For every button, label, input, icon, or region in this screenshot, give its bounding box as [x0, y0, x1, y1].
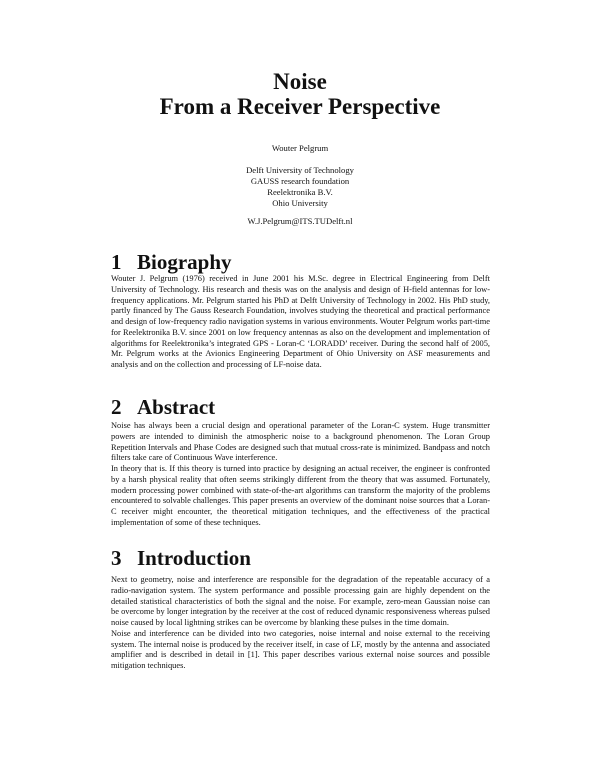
- paper-title-line-1: Noise: [273, 69, 327, 94]
- section-title: Abstract: [137, 395, 216, 419]
- paragraph: In theory that is. If this theory is turned into practice by designing an actual receiver, the engineer is confronted by a harsh physical reality that often seems strikingly different from the theory that was assumed. Fortunately, modern processing power combined with state-of-the-art algorithms can transform the majority of the problems encountered to solvable challenges. This paper presents an overview of the dominant noise sources that a Loran-C receiver might encounter, the theoretical mitigation techniques, and the effectiveness of the practical implementation of some of these techniques.: [111, 464, 490, 527]
- affiliation-list: [0, 165, 600, 209]
- section-body-biography: [111, 274, 490, 371]
- section-body-introduction: [111, 575, 490, 672]
- paragraph: Wouter J. Pelgrum (1976) received in June 2001 his M.Sc. degree in Electrical Engineering from Delft University of Technology. His research and thesis was on the analysis and design of H-field antennas for low-frequency applications. Mr. Pelgrum started his PhD at Delft University of Technology in 2002. His PhD study, partly financed by The Gauss Research Foundation, involves studying the theoretical and practical performance and design of low-frequency radio navigation systems in various environments. Wouter Pelgrum works part-time for Reelektronika B.V. since 2001 on low frequency antennas as also on the development and implementation of algorithms for Reelektronika’s integrated GPS - Loran-C ‘LORADD’ receiver. During the second half of 2005, Mr. Pelgrum works at the Avionics Engineering Department of Ohio University on ASF measurements and analysis and on the collection and processing of LF-noise data.: [111, 274, 490, 369]
- section-heading-abstract: [111, 395, 215, 419]
- section-number: 2: [111, 395, 122, 419]
- affiliation: Ohio University: [272, 198, 328, 208]
- affiliation: Reelektronika B.V.: [267, 187, 333, 197]
- section-title: Biography: [137, 250, 232, 274]
- section-heading-introduction: [111, 546, 251, 570]
- paragraph: Noise has always been a crucial design and operational parameter of the Loran-C system. Huge transmitter powers are intended to diminish the atmospheric noise to a background phenomenon. The Loran Group Repetition Intervals and Phase Codes are designed such that mutual cross-rate is minimized. Bandpass and notch filters take care of Continuous Wave interference.: [111, 421, 490, 463]
- section-number: 3: [111, 546, 122, 570]
- section-heading-biography: [111, 250, 232, 274]
- paragraph: Next to geometry, noise and interference are responsible for the degradation of the repeatable accuracy of a radio-navigation system. The system performance and possible processing gain are highly dependent on the detailed statistical characteristics of both the signal and the noise. For example, zero-mean Gaussian noise can be overcome by longer integration by the receiver at the cost of reduced dynamic responsiveness whereas pulsed noise caused by local lightning strikes can be overcome by blanking these pulses in the time domain.: [111, 575, 490, 627]
- paragraph: Noise and interference can be divided into two categories, noise internal and noise external to the receiving system. The internal noise is produced by the receiver itself, in case of LF, mostly by the antenna and associated amplifier and is described in detail in [1]. This paper describes various external noise sources and possible mitigation techniques.: [111, 628, 490, 670]
- affiliation: GAUSS research foundation: [250, 176, 350, 186]
- section-title: Introduction: [137, 546, 251, 570]
- affiliation: Delft University of Technology: [246, 165, 354, 175]
- paper-title-line-2: From a Receiver Perspective: [159, 94, 441, 119]
- author-email: W.J.Pelgrum@ITS.TUDelft.nl: [247, 216, 353, 226]
- section-body-abstract: [111, 421, 490, 529]
- author-name: Wouter Pelgrum: [271, 143, 329, 153]
- section-number: 1: [111, 250, 122, 274]
